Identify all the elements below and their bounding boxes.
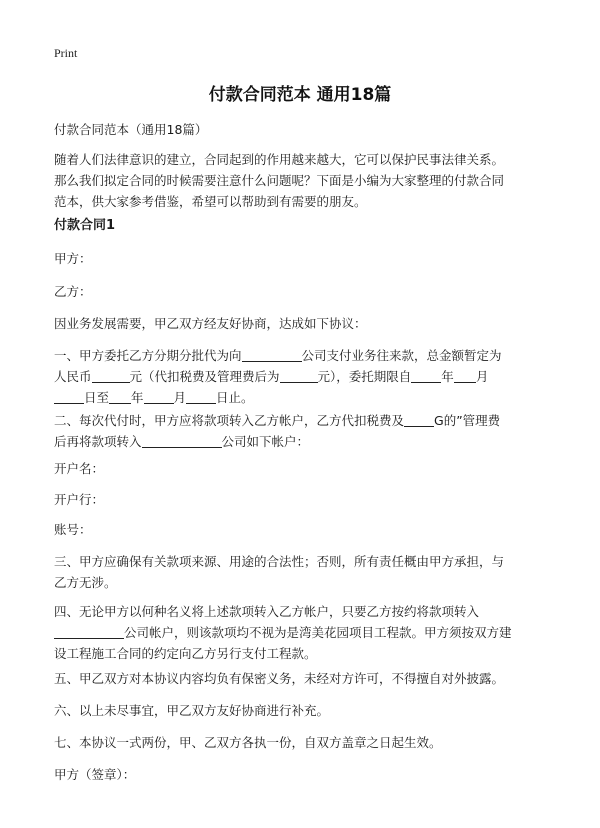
agreement-intro: 因业务发展需要，甲乙双方经友好协商，达成如下协议： (54, 316, 367, 331)
clause-text: 公司支付业务往来款，总金额暂定为 (301, 348, 502, 363)
clause-text: 三、甲方应确保有关款项来源、用途的合法性；否则，所有责任概由甲方承担，与 (54, 554, 505, 569)
fill-blank[interactable] (144, 389, 174, 404)
clause-text: 日止。 (216, 390, 254, 405)
clause-text: 乙方无涉。 (54, 575, 117, 590)
fill-blank[interactable] (411, 368, 441, 383)
fill-blank[interactable] (92, 368, 130, 383)
account-number-label: 账号： (54, 522, 92, 537)
clause-text: 公司如下帐户： (221, 434, 310, 449)
clause-text: 二、每次代付时，甲方应将款项转入乙方帐户，乙方代扣税费及 (54, 413, 405, 428)
clause-3 (54, 551, 554, 593)
fill-blank[interactable] (109, 389, 131, 404)
clause-5: 五、甲乙双方对本协议内容均负有保密义务，未经对方许可，不得擅自对外披露。 (54, 671, 505, 686)
fill-blank[interactable] (54, 624, 124, 639)
clause-text: 元（代扣税费及管理费后为 (129, 369, 280, 384)
fill-blank[interactable] (142, 433, 222, 448)
fill-blank[interactable] (404, 412, 434, 427)
subtitle: 付款合同范本（通用18篇） (54, 122, 208, 137)
section-heading: 付款合同1 (54, 218, 116, 233)
clause-text: 人民币 (54, 369, 92, 384)
intro-line: 范本，供大家参考借鉴，希望可以帮助到有需要的朋友。 (54, 194, 367, 209)
clause-6: 六、以上未尽事宜，甲乙双方友好协商进行补充。 (54, 703, 330, 718)
party-a-label: 甲方： (54, 251, 92, 266)
fill-blank[interactable] (242, 347, 302, 362)
clause-text: G的”管理费 (434, 413, 501, 428)
fill-blank[interactable] (186, 389, 216, 404)
intro-paragraph (54, 149, 554, 212)
intro-line: 那么我们拟定合同的时候需要注意什么问题呢？下面是小编为大家整理的付款合同 (54, 173, 505, 188)
page-title: 付款合同范本 通用18篇 (208, 85, 392, 105)
clause-text: 月 (173, 390, 187, 405)
party-b-label: 乙方： (54, 284, 92, 299)
clause-text: 日至 (84, 390, 110, 405)
clause-text: 年 (131, 390, 144, 405)
clause-text: 四、无论甲方以何种名义将上述款项转入乙方帐户，只要乙方按约将款项转入 (54, 604, 480, 619)
clause-text: 月 (475, 369, 489, 384)
account-bank-label: 开户行： (54, 492, 105, 507)
party-a-signature: 甲方（签章）： (54, 767, 136, 782)
account-name-label: 开户名： (54, 461, 105, 476)
fill-blank[interactable] (54, 389, 84, 404)
clause-2 (54, 410, 554, 452)
fill-blank[interactable] (280, 368, 318, 383)
fill-blank[interactable] (454, 368, 476, 383)
clause-7: 七、本协议一式两份，甲、乙双方各执一份，自双方盖章之日起生效。 (54, 735, 442, 750)
clause-4 (54, 601, 554, 664)
clause-text: 一、甲方委托乙方分期分批代为向 (54, 348, 242, 363)
clause-text: 公司帐户，则该款项均不视为是湾美花园项目工程款。甲方须按双方建 (124, 625, 512, 640)
print-label[interactable]: Print (54, 46, 78, 60)
clause-text: 设工程施工合同的约定向乙方另行支付工程款。 (54, 646, 317, 661)
clause-text: 后再将款项转入 (54, 434, 142, 449)
clause-text: 元），委托期限自 (317, 369, 412, 384)
clause-text: 年 (441, 369, 454, 384)
intro-line: 随着人们法律意识的建立，合同起到的作用越来越大，它可以保护民事法律关系。 (54, 152, 505, 167)
clause-1 (54, 345, 554, 408)
